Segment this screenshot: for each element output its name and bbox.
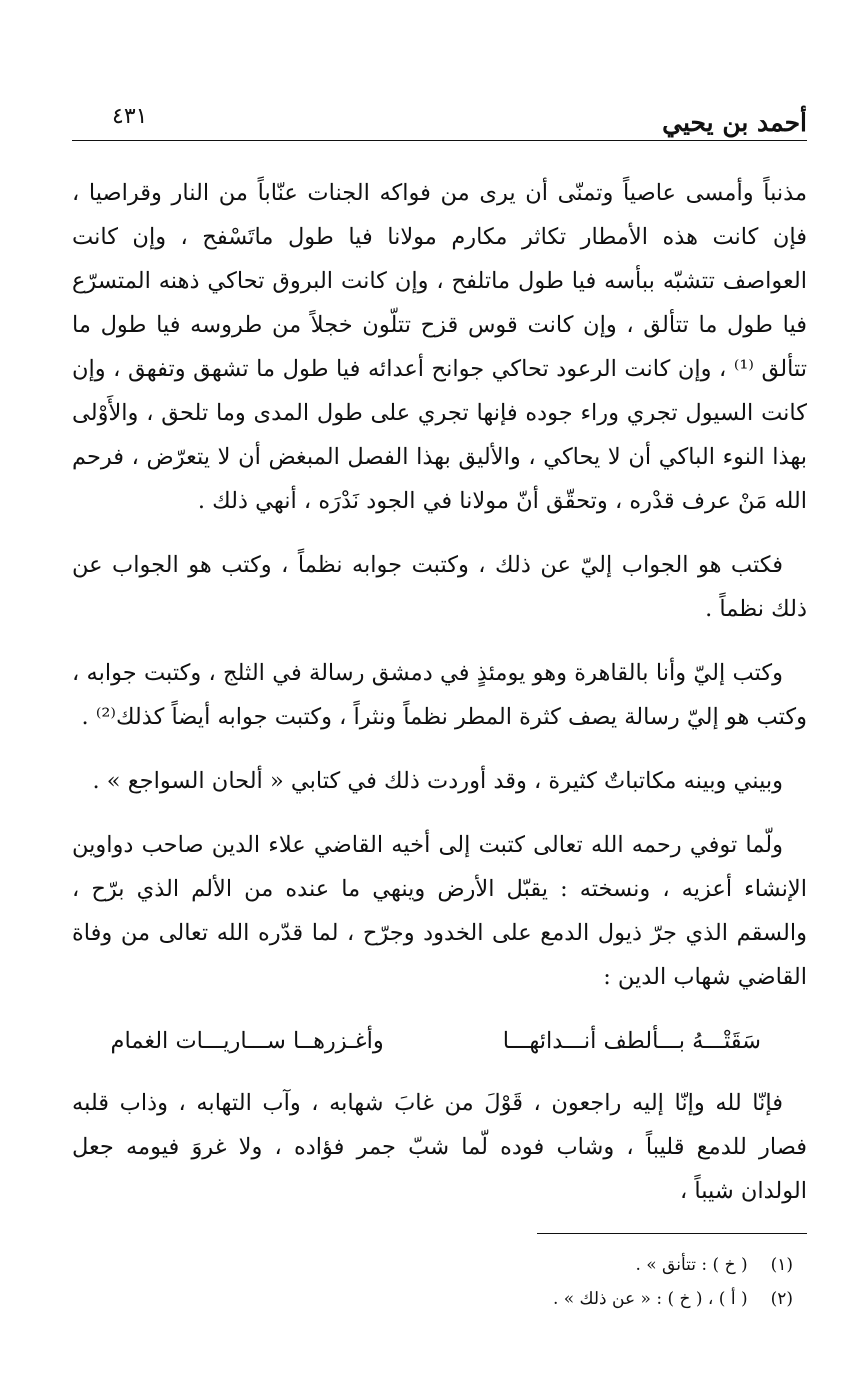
footnote-text: ( خ ) : تتأنق » . [635,1255,748,1275]
page-number: ٤٣١ [112,104,148,129]
verse-first-hemistich: سَقَتْـــهُ بـــألطف أنـــدائهـــا [502,1028,761,1054]
paragraph: ولّما توفي رحمه الله تعالى كتبت إلى أخيه القاضي علاء الدين صاحب دواوين الإنشاء أعزيه ، ونسخته : يقبّل الأرض وينهي ما عنده من الألم الذي برّح ، والسقم الذي جرّ ذيول الدمع على الخدود وجرّح ، لما قدّره الله تعالى من وفاة القاضي شهاب الدين : [72,832,807,990]
footnote-divider [537,1233,807,1234]
footnote-text: ( أ ) ، ( خ ) : « عن ذلك » . [552,1289,748,1309]
footnotes [72,1248,807,1316]
paragraph: فإنّا لله وإنّا إليه راجعون ، قَوْلَ من غابَ شهابه ، وآب التهابه ، وذاب قلبه فصار للدمع قليباً ، وشاب فوده لّما شبّ جمر فؤاده ، ولا غروَ فيومه جعل الولدان شيباً ، [72,1090,807,1204]
paragraph: مذنباً وأمسى عاصياً وتمنّى أن يرى من فواكه الجنات عنّاباً من النار وقراصيا ، فإن كانت هذه الأمطار تكاثر مكارم مولانا فيا طول ماتَسْفح ، وإن كانت العواصف تتشبّه ببأسه فيا طول ماتلفح ، وإن كانت البروق تحاكي ذهنه المتسرّع فيا طول ما تتألق ، وإن كانت قوس قزح تتلّون خجلاً من طروسه فيا طول ما تتألق ⁽¹⁾ ، وإن كانت الرعود تحاكي جوانح أعدائه فيا طول ما تشهق وتفهق ، وإن كانت السيول تجري وراء جوده فإنها تجري على طول المدى وما تلحق ، والأَوْلى بهذا النوء الباكي أن لا يحاكي ، والأليق بهذا الفصل المبغض أن لا يتعرّض ، فرحم الله مَنْ عرف قدْره ، وتحقّق أنّ مولانا في الجود نَدْرَه ، أنهي ذلك . [72,180,807,514]
paragraph: وكتب إليّ وأنا بالقاهرة وهو يومئذٍ في دمشق رسالة في الثلج ، وكتبت جوابه ، وكتب هو إليّ رسالة يصف كثرة المطر نظماً ونثراً ، وكتبت جوابه أيضاً كذلك⁽²⁾ . [72,660,807,730]
page-header [72,100,807,141]
paragraph: فكتب هو الجواب إليّ عن ذلك ، وكتبت جوابه نظماً ، وكتب هو الجواب عن ذلك نظماً . [72,552,807,622]
poetry-verse [72,1019,807,1063]
verse-second-hemistich: وأغـزرهــا ســـاريـــات الغمام [110,1028,384,1054]
running-title: أحمد بن يحيي [662,108,807,137]
footnote-number: (٢) [770,1289,793,1309]
footnote [72,1248,807,1282]
footnote-number: (١) [770,1255,793,1275]
paragraph: وبيني وبينه مكاتباتٌ كثيرة ، وقد أوردت ذلك في كتابي « ألحان السواجع » . [92,768,783,794]
body-text [72,171,807,1213]
footnote [72,1282,807,1316]
book-page [72,100,807,1316]
